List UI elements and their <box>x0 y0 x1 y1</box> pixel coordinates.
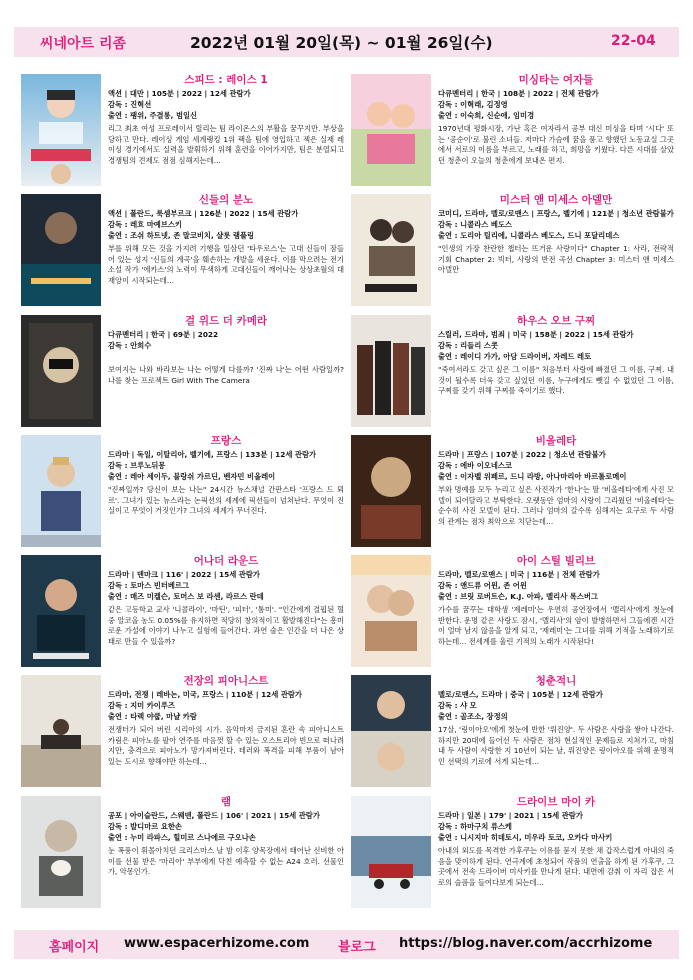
movie-synopsis: 눈 폭풍이 휘몰아치던 크리스마스 날 밤 이후 양목장에서 태어난 신비한 아이를 선물 받은 '마리아' 부부에게 닥친 예측할 수 없는 A24 호러. 선물인가, 악몽인가. <box>108 846 344 877</box>
movie-meta: 멜로/로맨스, 드라마 | 중국 | 105분 | 12세 관람가 <box>438 690 603 699</box>
movie-poster <box>21 315 101 427</box>
movie-card <box>18 433 346 549</box>
movie-cast: 출연 : 매즈 미켈슨, 토머스 보 라센, 라르스 란데 <box>108 592 264 601</box>
movie-director: 감독 : 안희수 <box>108 341 152 350</box>
movie-poster <box>351 194 431 306</box>
movie-meta: 공포 | 아이슬란드, 스웨덴, 폴란드 | 106' | 2021 | 15세 관람가 <box>108 811 320 820</box>
movie-cast: 출연 : 조쉬 하트넷, 존 말코비치, 샬롯 램플링 <box>108 231 255 240</box>
movie-director: 감독 : 발디마르 요한손 <box>108 822 182 831</box>
movie-title: 전장의 피아니스트 <box>183 675 269 687</box>
movie-director: 감독 : 지미 카이루즈 <box>108 701 175 710</box>
movie-title: 아이 스틸 빌리브 <box>516 555 596 567</box>
movie-title: 스피드 : 레이스 1 <box>184 74 268 86</box>
movie-synopsis: 아내의 외도를 목격한 가후쿠는 이유를 묻지 못한 채 갑작스럽게 아내의 죽음을 맞이하게 된다. 연극계에 초청되어 작품의 연출을 하게 된 가후쿠, 그곳에서 전속 드라이버 미사키를 만나게 된다. 내면에 감춰 이 자리 잡은 서로의 슬픔을 들여다보게 되는데… <box>438 846 674 887</box>
movie-card <box>348 72 676 188</box>
movie-meta: 액션 | 폴란드, 룩셈부르크 | 126분 | 2022 | 15세 관람가 <box>108 209 299 218</box>
movie-title: 프랑스 <box>210 435 242 447</box>
movie-card <box>348 794 676 910</box>
movie-poster <box>21 74 101 186</box>
movie-title: 드라이브 마이 카 <box>516 796 596 808</box>
movie-director: 감독 : 이혁래, 김정영 <box>438 100 508 109</box>
issue-number: 22-04 <box>611 33 656 49</box>
movie-card <box>18 553 346 669</box>
movie-director: 감독 : 리들리 스콧 <box>438 341 498 350</box>
movie-card <box>18 72 346 188</box>
movie-synopsis: 전쟁터가 되어 버린 시리아의 시가. 음악마저 금지된 혼란 속 피아니스트 카림은 피아노를 팔아 연주를 마음껏 할 수 있는 오스트리아 빈으로 떠나려 지만, 충격으로 피아노가 망가져버린다. 테러와 폭격을 피해 부품이 남아 있는 도시로 향해야만 하는데… <box>108 725 344 766</box>
movie-meta: 드라마, 전쟁 | 레바논, 미국, 프랑스 | 110분 | 12세 관람가 <box>108 690 302 699</box>
movie-poster <box>21 675 101 787</box>
movie-director: 감독 : 샤 모 <box>438 701 477 710</box>
movie-meta: 드라마 | 일본 | 179' | 2021 | 15세 관람가 <box>438 811 583 820</box>
movie-director: 감독 : 에바 이오네스코 <box>438 461 512 470</box>
movie-poster <box>351 675 431 787</box>
movie-meta: 코미디, 드라마, 멜로/로맨스 | 프랑스, 벨기에 | 121분 | 청소년 관람불가 <box>438 209 674 218</box>
movie-cast: 출연 : 도리아 틸리에, 니콜라스 베도스, 드니 포달리데스 <box>438 231 620 240</box>
movie-title: 걸 위드 더 카메라 <box>185 315 267 327</box>
movie-director: 감독 : 진혁선 <box>108 100 152 109</box>
movie-poster <box>21 796 101 908</box>
movie-director: 감독 : 앤드류 어윈, 존 어윈 <box>438 581 527 590</box>
movie-cast: 출연 : 레아 세이두, 블랑쉬 가르딘, 벤자민 비올레이 <box>108 472 276 481</box>
movie-synopsis: "진짜일까? 당신이 보는 나는" 24시간 뉴스채널 간판스타 '프랑스 드 뫼르'. 그녀가 있는 뉴스라는 논픽션의 세계에 픽션들이 넘쳐난다. 무엇이 진실이고 무엇이 거짓인가? 그녀의 세계가 무너진다. <box>108 485 344 516</box>
movie-synopsis: 1970년대 평화시장, 가난 혹은 여자라서 공부 대신 미싱을 타며 '시다' 또는 '공순이'로 불린 소녀들. 저마다 가슴에 꿈을 품고 향했던 노동교실 그곳에서 서로의 이름을 부르고, 노래를 하고, 희망을 키웠다. 다른 시대를 살았던 청춘이 오늘의 청춘에게 보내온 편지. <box>438 124 674 165</box>
movie-cast: 출연 : 타렉 야쿱, 마냘 카람 <box>108 712 197 721</box>
movie-title: 청춘적니 <box>535 675 577 687</box>
movie-cast: 출연 : 이자벨 위페르, 드니 라방, 아나마리아 바르톨로메이 <box>438 472 627 481</box>
movie-cast: 출연 : 브릿 로버트슨, K.J. 아파, 멜리사 록스버그 <box>438 592 598 601</box>
movie-cast: 출연 : 이숙희, 신순애, 임미경 <box>438 111 535 120</box>
movie-poster <box>21 555 101 667</box>
movie-cast: 출연 : 골조소, 장정의 <box>438 712 508 721</box>
movie-poster <box>351 796 431 908</box>
movie-meta: 드라마 | 독일, 이탈리아, 벨기에, 프랑스 | 133분 | 12세 관람가 <box>108 450 317 459</box>
movie-director: 감독 : 니콜라스 베도스 <box>438 220 512 229</box>
cinema-name: 씨네아트 리좀 <box>40 36 127 52</box>
movie-meta: 드라마, 멜로/로맨스 | 미국 | 116분 | 전체 관람가 <box>438 570 600 579</box>
movie-card <box>348 313 676 429</box>
movie-card <box>348 433 676 549</box>
movie-poster <box>21 194 101 306</box>
homepage-link[interactable]: www.espacerhizome.com <box>124 936 310 951</box>
movie-director: 감독 : 레흐 마예브스키 <box>108 220 182 229</box>
movie-synopsis: 같은 고등학교 교사 '니콜라이', '마틴', '피터', '톰미'. "인간에게 결핍된 혈중 알코올 농도 0.05%를 유지하면 적당히 창의적이고 활발해진다"는 흥미로운 가설에 이야기 나누고 실험에 들어간다. 과연 술은 인간을 더 나은 상태로 만들 수 있을까? <box>108 605 344 646</box>
movie-director: 감독 : 하마구치 류스케 <box>438 822 512 831</box>
movie-synopsis: "죽여서라도 갖고 싶은 그 이름" 처음부터 사랑에 빠졌던 그 이름, 구찌. 내 것이 될수록 더욱 갖고 싶었던 이름, 누구에게도 뺏길 수 없었던 그 이름, 구찌를 갖기 위해 구찌를 죽이기로 했다. <box>438 365 674 396</box>
movie-synopsis: 리그 최초 여성 프로레이서 릴리는 팀 라이온스의 부활을 꿈꾸지만. 부상을 당하고 만다. 레이싱 게임 세계랭킹 1위 팩을 팀에 영입하고 젝은 실제 레이싱 경기에서도 실력을 발휘하기 위해 훈련을 이어가지만, 팀은 분열되고 경쟁팀의 견제도 점점 심해지는데… <box>108 124 344 165</box>
movie-card <box>18 673 346 789</box>
movie-synopsis: "인생의 가장 찬란한 챕터는 뜨거운 사랑이다" Chapter 1: 사라, 전략적 기회 Chapter 2: 빅터, 사랑의 반전 곡선 Chapter 3: 미스터 앤 미세스 아델만 <box>438 244 674 275</box>
movie-meta: 스릴러, 드라마, 범죄 | 미국 | 158분 | 2022 | 15세 관람가 <box>438 330 634 339</box>
movie-meta: 드라마 | 프랑스 | 107분 | 2022 | 청소년 관람불가 <box>438 450 606 459</box>
movie-card <box>18 192 346 308</box>
movie-poster <box>351 74 431 186</box>
movie-poster <box>351 315 431 427</box>
movie-title: 어나더 라운드 <box>193 555 259 567</box>
blog-label: 블로그 <box>338 940 376 955</box>
blog-link[interactable]: https://blog.naver.com/accrhizome <box>399 936 653 951</box>
movie-meta: 다큐멘터리 | 한국 | 69분 | 2022 <box>108 330 219 339</box>
movie-synopsis: 가수를 꿈꾸는 대학생 '제레미'는 우연히 공연장에서 '멜리사'에게 첫눈에 반한다. 운명 같은 사랑도 잠시, '멜리사'의 암이 발병하면서 그들에겐 시간이 얼마 남지 않음을 알게 되고, '제레미'는 그녀를 위해 기적을 노래하기로 하는데… 전세계를 울린 기적의 노래가 시작된다! <box>438 605 674 646</box>
homepage-label: 홈페이지 <box>49 940 100 955</box>
movie-cast: 출연 : 팽위, 주결롱, 범일신 <box>108 111 198 120</box>
movie-title: 미스터 앤 미세스 아델만 <box>499 194 613 206</box>
movie-card <box>348 553 676 669</box>
movie-cast: 출연 : 니시지마 히데토시, 미우라 토코, 오카다 마사키 <box>438 833 613 842</box>
movie-title: 하우스 오브 구찌 <box>516 315 596 327</box>
movie-synopsis: 부를 위해 모든 것을 가지려 기행을 일삼던 '타우로스'는 고대 신들이 잠들어 있는 성지 '신들의 계곡'을 훼손하는 개발을 세운다. 이를 막으려는 전기 소설 작가 '에카스'의 노력이 무색하게 고대신들이 깨어나는 상상초월의 대재앙이 시작되는데… <box>108 244 344 285</box>
movie-card <box>348 192 676 308</box>
movie-cast: 출연 : 누미 라파스, 힐미르 스나에르 구오나손 <box>108 833 256 842</box>
movie-director: 감독 : 브루노뒤몽 <box>108 461 166 470</box>
movie-meta: 액션 | 대만 | 105분 | 2022 | 12세 관람가 <box>108 89 251 98</box>
movie-meta: 다큐멘터리 | 한국 | 108분 | 2022 | 전체 관람가 <box>438 89 599 98</box>
movie-meta: 드라마 | 덴마크 | 116' | 2022 | 15세 관람가 <box>108 570 260 579</box>
movie-title: 비올레타 <box>535 435 577 447</box>
movie-synopsis: 17살, '링이아오'에게 첫눈에 반한 '뤄진양'. 두 사람은 사랑을 쌓아 나간다. 하지만 20대에 들어선 두 사람은 점차 현실적인 문제들로 지쳐가고, 마침내 두 사람이 사랑한 지 10년이 되는 날, 뤄진양은 링이아오를 위해 운명적인 선택의 기로에 서게 되는데… <box>438 725 674 766</box>
movie-card <box>18 313 346 429</box>
movie-title: 램 <box>220 796 232 808</box>
movie-poster <box>21 435 101 547</box>
movie-card <box>348 673 676 789</box>
schedule-dates: 2022년 01월 20일(목) ~ 01월 26일(수) <box>190 34 493 52</box>
movie-cast: 출연 : 레이디 가가, 아담 드라이버, 자레드 레토 <box>438 352 592 361</box>
movie-title: 미싱타는 여자들 <box>518 74 594 86</box>
movie-synopsis: 보여지는 나와 바라보는 나는 어떻게 다를까? '진짜 나'는 어떤 사람일까? 나를 찾는 프로젝트 Girl With The Camera <box>108 365 344 385</box>
movie-card <box>18 794 346 910</box>
movie-synopsis: 부와 명예를 모두 누리고 싶은 사진작가 '한나'는 딸 '비올레타'에게 사진 모델이 되어달라고 부탁한다. 오랫동안 엄마의 사랑이 그리웠던 '비올레타'는 순수히 사진 모델이 된다. 그러나 엄마의 갈수록 심해지는 요구로 두 사람의 관계는 점차 최악으로 치닫는데… <box>438 485 674 526</box>
movie-director: 감독 : 토마스 빈터베르그 <box>108 581 190 590</box>
movie-poster <box>351 435 431 547</box>
movie-title: 신들의 분노 <box>198 194 254 206</box>
movie-poster <box>351 555 431 667</box>
